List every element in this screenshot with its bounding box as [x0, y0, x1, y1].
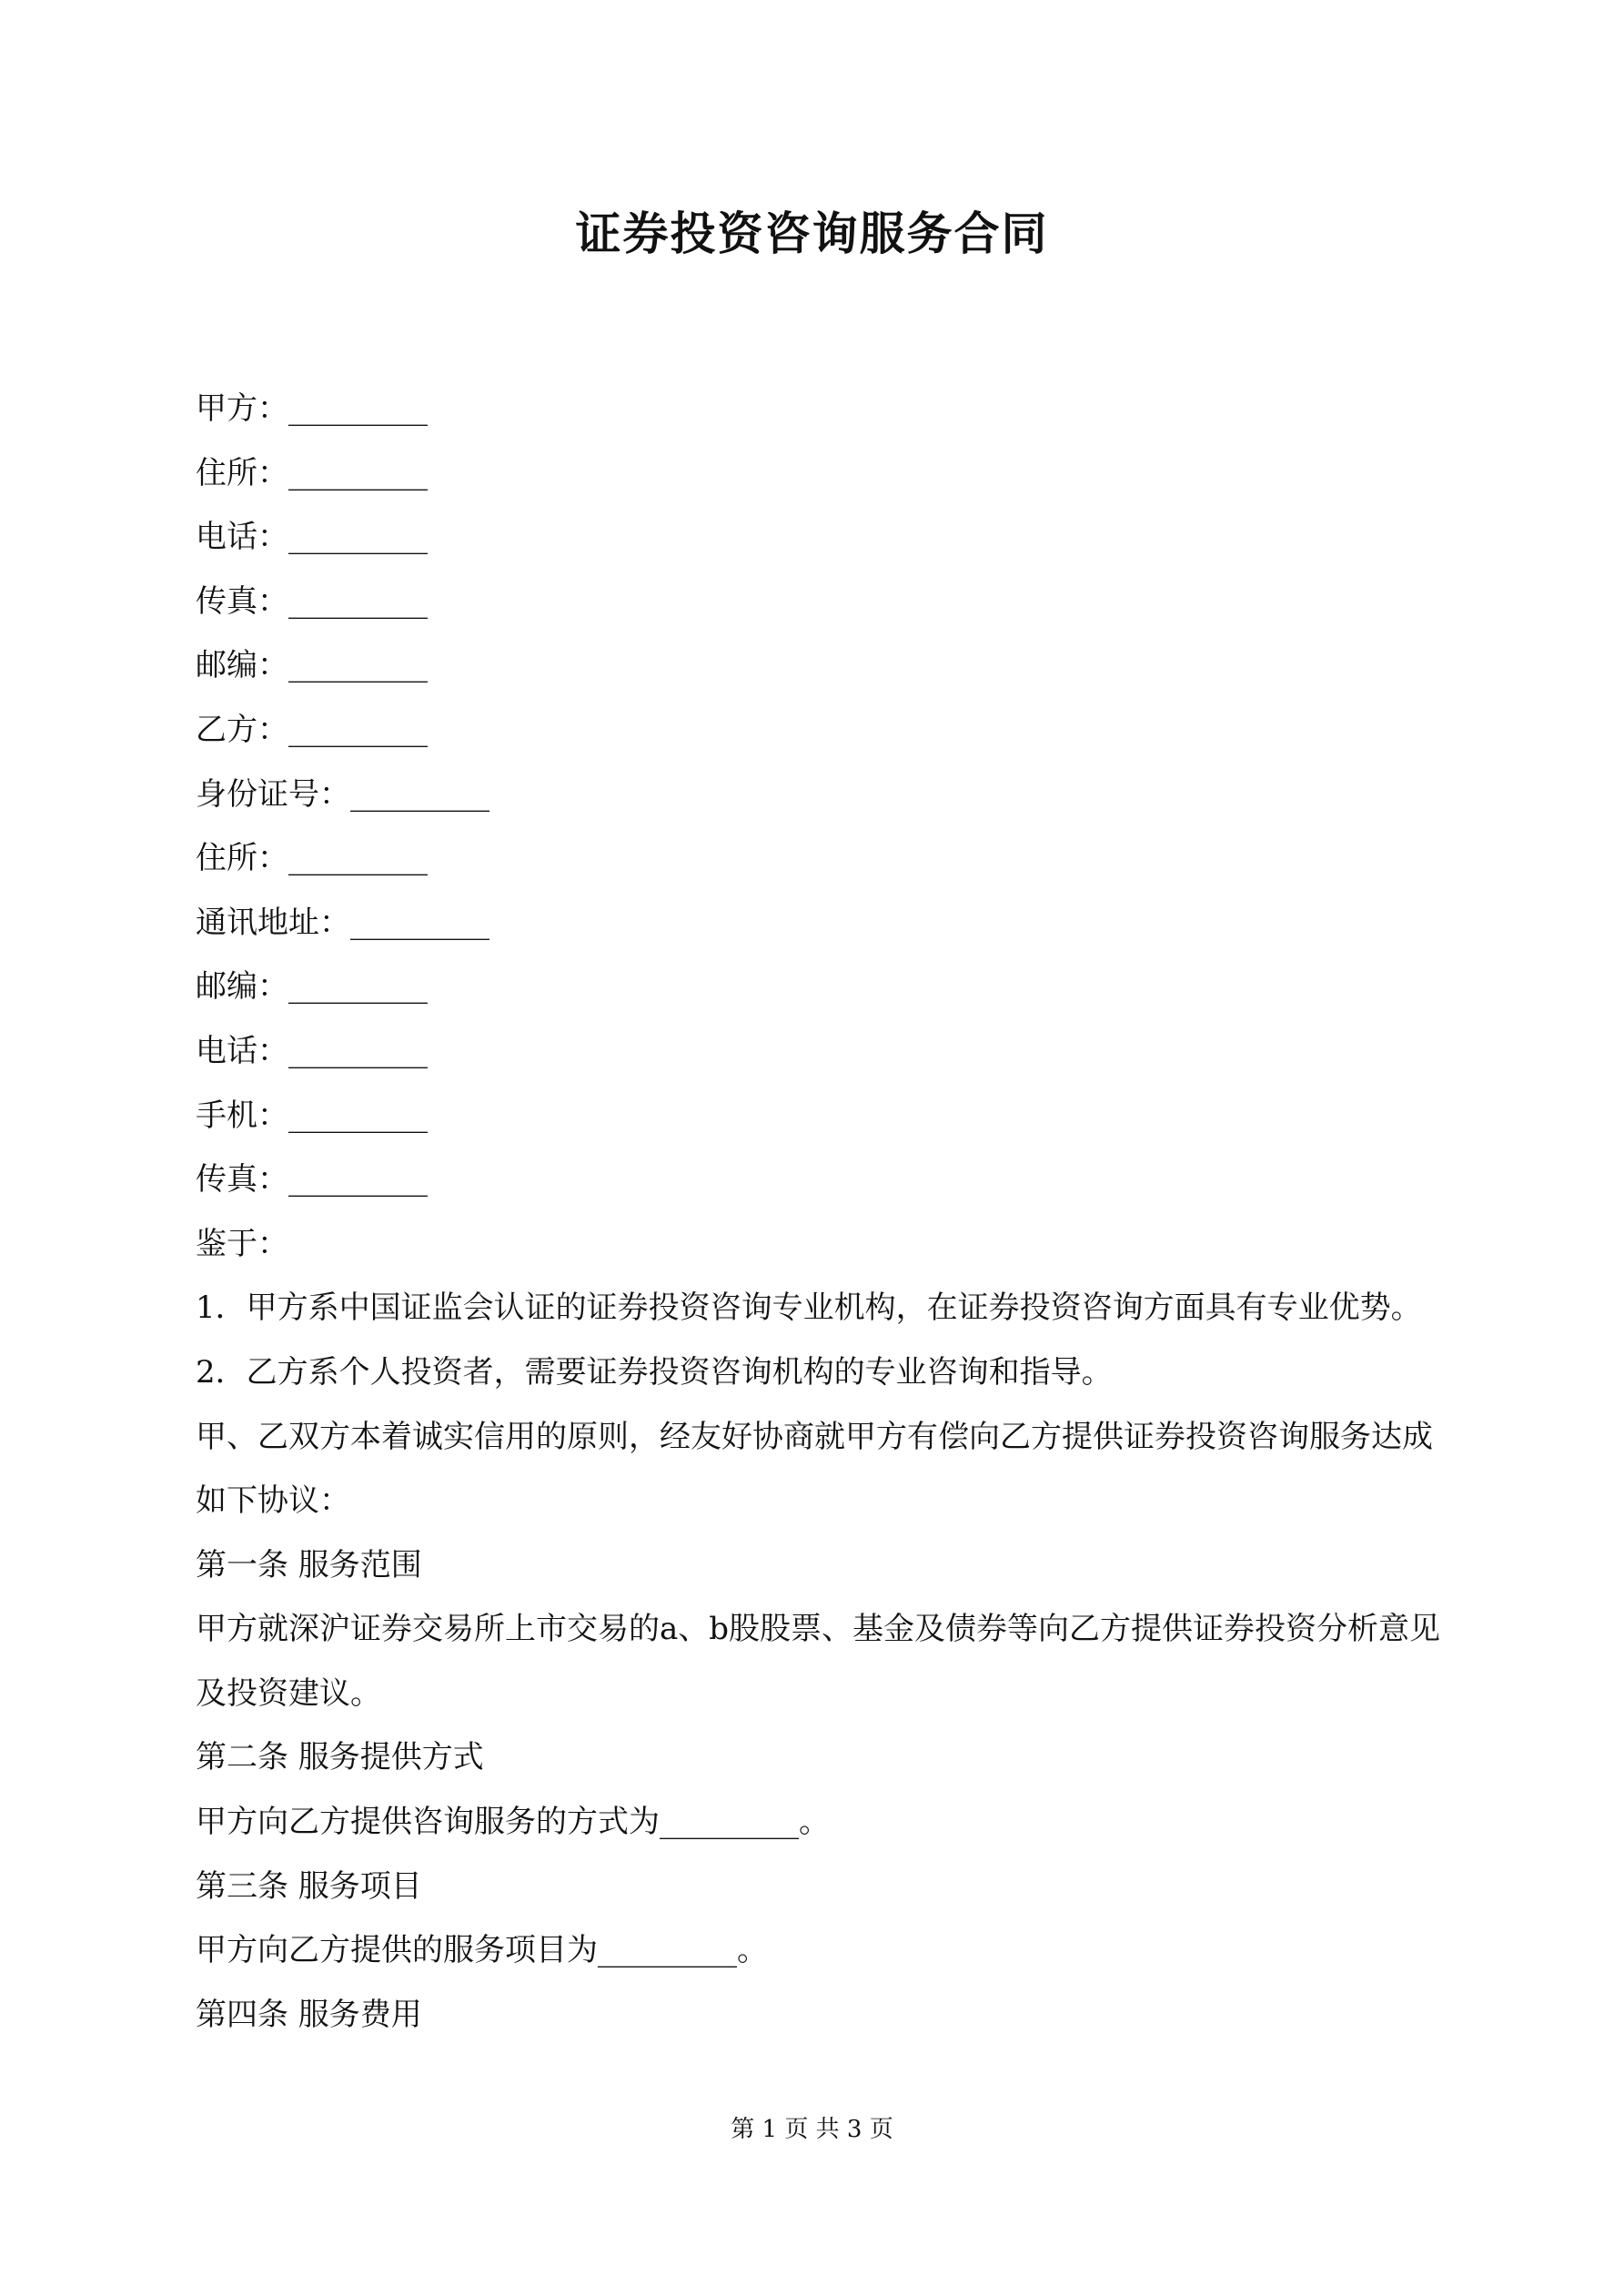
article-2-text: 甲方向乙方提供咨询服务的方式为_________。	[196, 1804, 830, 1841]
party-a-name-field: 甲方：_________	[196, 390, 428, 427]
party-b-id-number-field: 身份证号：_________	[196, 775, 489, 813]
party-a-postcode-field: 邮编：_________	[196, 647, 428, 684]
whereas-item-1: 1．甲方系中国证监会认证的证券投资咨询专业机构，在证券投资咨询方面具有专业优势。	[196, 1290, 1422, 1327]
whereas-item-2: 2．乙方系个人投资者，需要证券投资咨询机构的专业咨询和指导。	[196, 1353, 1113, 1391]
article-1-text: 甲方就深沪证券交易所上市交易的a、b股股票、基金及债券等向乙方提供证券投资分析意见及投资建议。	[196, 1611, 1441, 1712]
article-3-text: 甲方向乙方提供的服务项目为_________。	[196, 1932, 768, 1969]
party-b-name-field: 乙方：_________	[196, 711, 428, 748]
article-4-heading: 第四条 服务费用	[196, 1996, 422, 2033]
party-b-mailing-address-field: 通讯地址：_________	[196, 904, 489, 941]
page-number-footer: 第 1 页 共 3 页	[731, 2116, 893, 2143]
article-3-heading: 第三条 服务项目	[196, 1867, 422, 1905]
party-a-address-field: 住所：_________	[196, 454, 428, 491]
party-b-fax-field: 传真：_________	[196, 1161, 428, 1199]
document-body	[196, 377, 1447, 2047]
article-1-heading: 第一条 服务范围	[196, 1546, 422, 1583]
article-2-heading: 第二条 服务提供方式	[196, 1739, 484, 1776]
party-a-fax-field: 传真：_________	[196, 582, 428, 620]
party-b-phone-field: 电话：_________	[196, 1032, 428, 1069]
document-title: 证券投资咨询服务合同	[575, 207, 1049, 260]
party-b-address-field: 住所：_________	[196, 840, 428, 877]
party-b-mobile-field: 手机：_________	[196, 1097, 428, 1134]
whereas-heading: 鉴于：	[196, 1225, 288, 1262]
party-a-phone-field: 电话：_________	[196, 519, 428, 556]
preamble-paragraph: 甲、乙双方本着诚实信用的原则，经友好协商就甲方有偿向乙方提供证券投资咨询服务达成如下协议：	[196, 1418, 1433, 1520]
party-b-postcode-field: 邮编：_________	[196, 968, 428, 1006]
